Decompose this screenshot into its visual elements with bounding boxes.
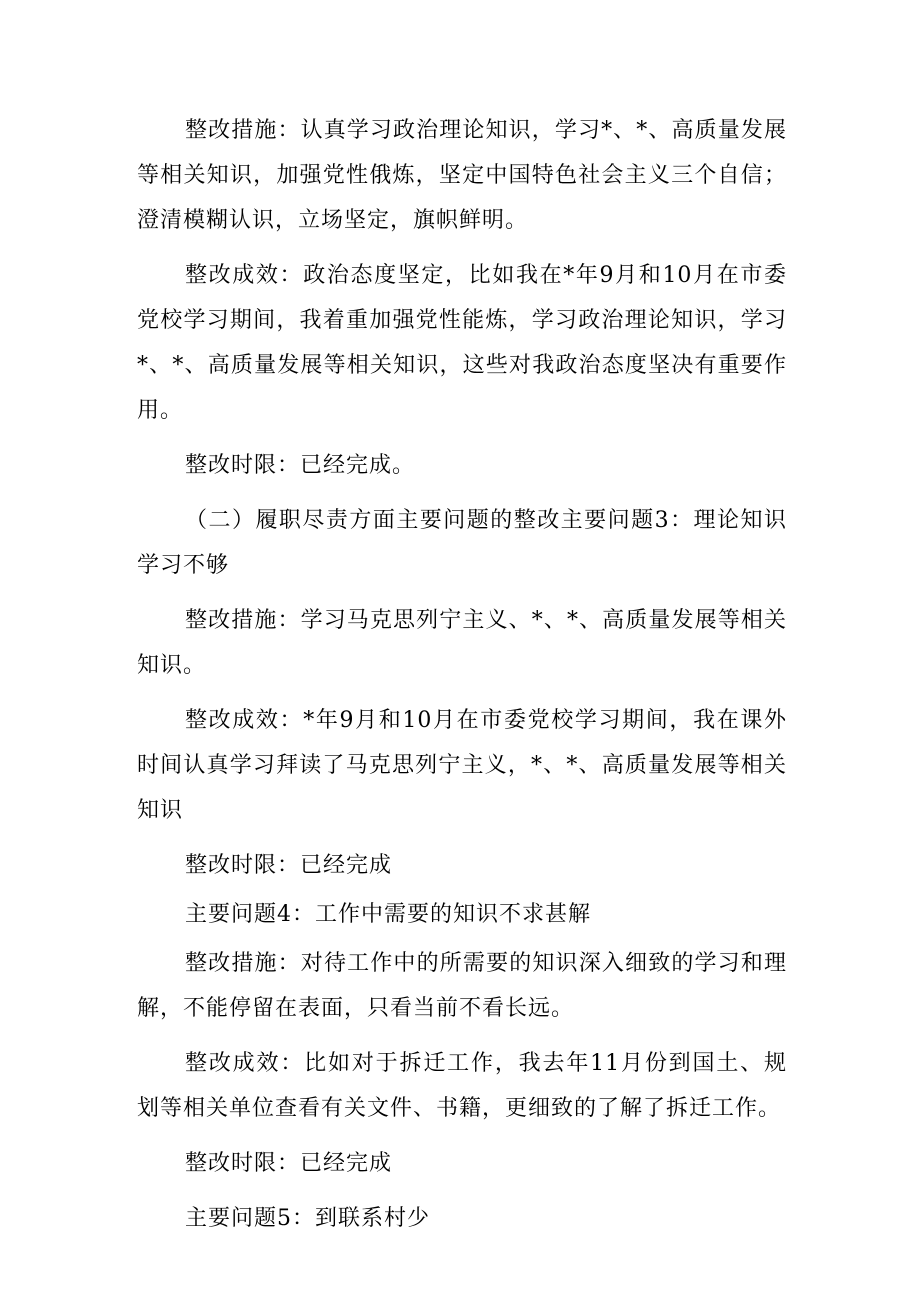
paragraph-results-3: 整改成效：*年9月和10月在市委党校学习期间，我在课外时间认真学习拜读了马克思列宁主义，*、*、高质量发展等相关知识 — [137, 708, 787, 823]
paragraph-results-1: 整改成效：政治态度坚定，比如我在*年9月和10月在市委党校学习期间，我着重加强党性能炼，学习政治理论知识，学习*、*、高质量发展等相关知识，这些对我政治态度坚决有重要作用。 — [137, 263, 787, 423]
paragraph-measures-3: 整改措施：学习马克思列宁主义、*、*、高质量发展等相关知识。 — [137, 608, 787, 678]
problem-heading-4: 主要问题4：工作中需要的知识不求甚解 — [185, 902, 591, 927]
paragraph-results-4: 整改成效：比如对于拆迁工作，我去年11月份到国土、规划等相关单位查看有关文件、书籍，更细致的了解了拆迁工作。 — [137, 1051, 787, 1121]
document-page — [137, 108, 787, 1251]
paragraph-deadline-1: 整改时限：已经完成。 — [185, 453, 416, 478]
paragraph-deadline-4: 整改时限：已经完成 — [185, 1151, 393, 1176]
paragraph-deadline-3: 整改时限：已经完成 — [185, 853, 393, 878]
paragraph-measures-1: 整改措施：认真学习政治理论知识，学习*、*、高质量发展等相关知识，加强党性俄炼，坚定中国特色社会主义三个自信；澄清模糊认识，立场坚定，旗帜鲜明。 — [137, 118, 787, 233]
section-heading-2: （二）履职尽责方面主要问题的整改主要问题3：理论知识学习不够 — [137, 508, 787, 578]
paragraph-measures-4: 整改措施：对待工作中的所需要的知识深入细致的学习和理解，不能停留在表面，只看当前不看长远。 — [137, 951, 787, 1021]
problem-heading-5: 主要问题5：到联系村少 — [185, 1206, 430, 1231]
